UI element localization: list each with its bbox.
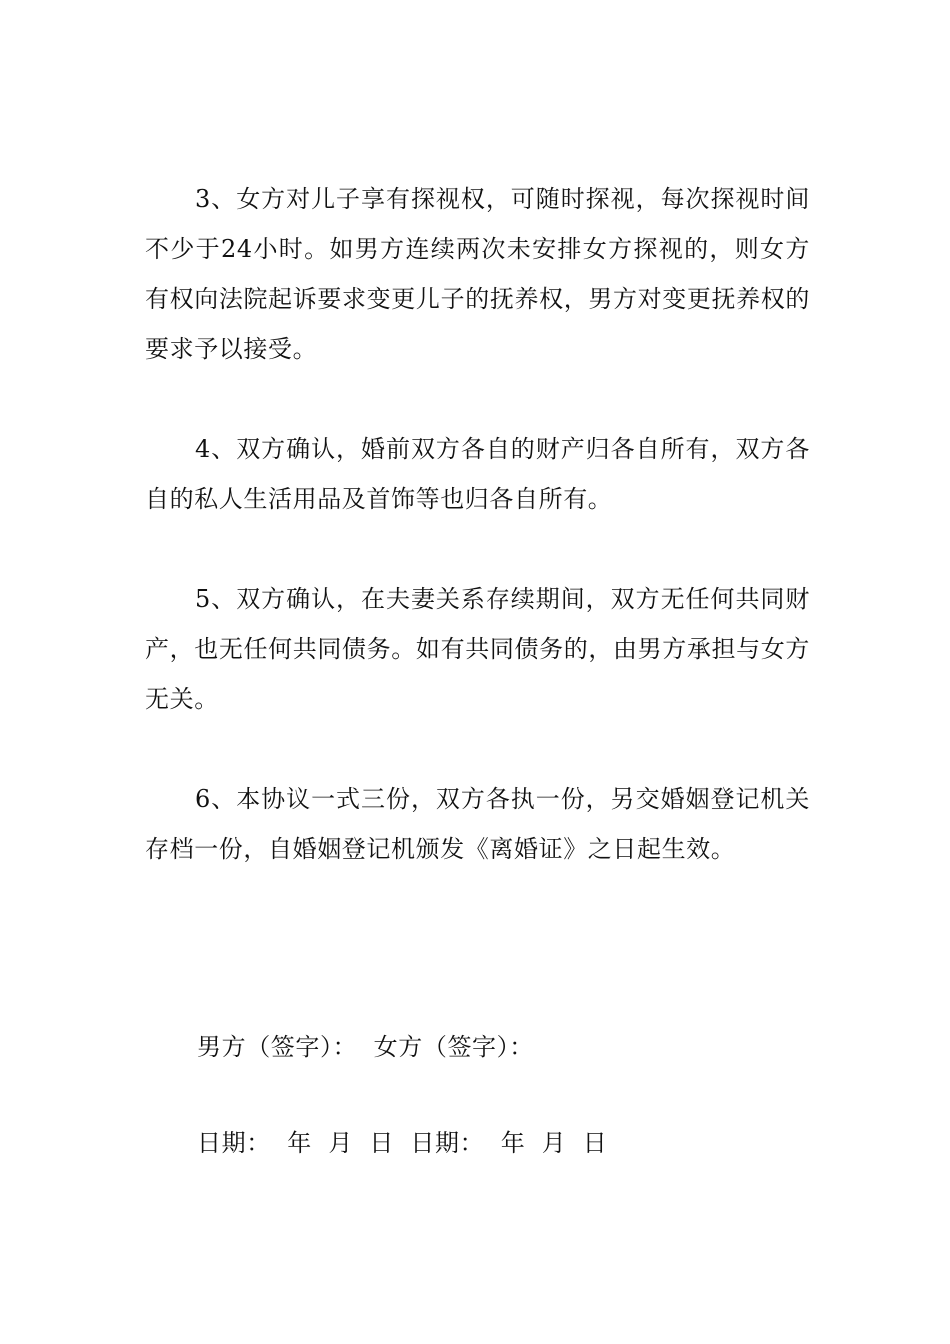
clause-6-paragraph: 6、本协议一式三份，双方各执一份，另交婚姻登记机关存档一份，自婚姻登记机颁发《离婚证》之日起生效。 bbox=[145, 785, 810, 863]
signature-names-line: 男方（签字）： 女方（签字）： bbox=[197, 1033, 534, 1061]
clause-5-paragraph: 5、双方确认，在夫妻关系存续期间，双方无任何共同财产，也无任何共同债务。如有共同债务的，由男方承担与女方无关。 bbox=[145, 585, 810, 713]
signature-dates-line: 日期： 年 月 日 日期： 年 月 日 bbox=[197, 1129, 608, 1157]
clause-3-paragraph: 3、女方对儿子享有探视权，可随时探视，每次探视时间不少于24小时。如男方连续两次未安排女方探视的，则女方有权向法院起诉要求变更儿子的抚养权，男方对变更抚养权的要求予以接受。 bbox=[145, 185, 810, 363]
clause-4-paragraph: 4、双方确认，婚前双方各自的财产归各自所有，双方各自的私人生活用品及首饰等也归各自所有。 bbox=[145, 435, 810, 513]
